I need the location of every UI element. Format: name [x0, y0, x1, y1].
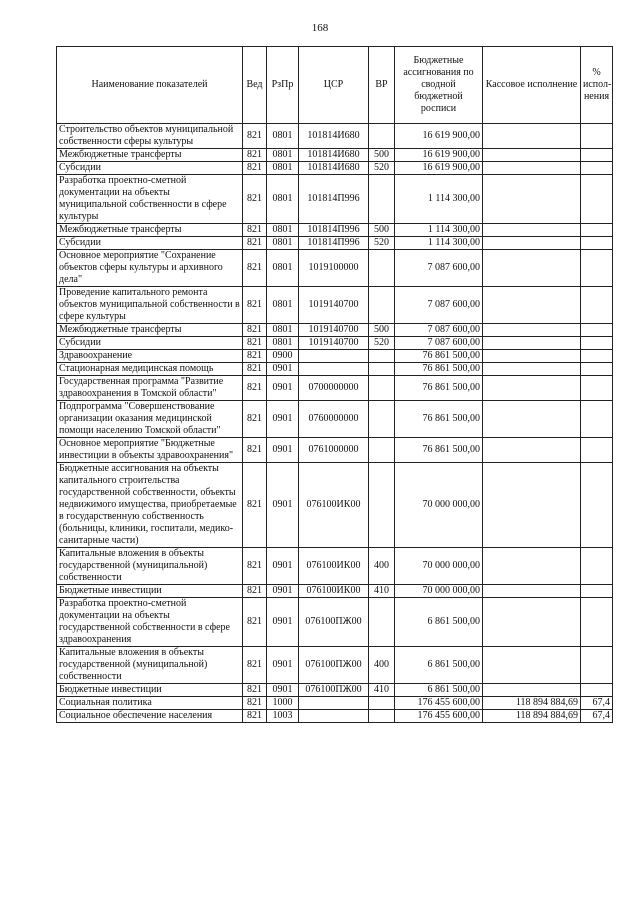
cell-cash: [483, 287, 581, 324]
cell-cash: [483, 463, 581, 548]
table-row: [57, 697, 613, 710]
cell-name: Межбюджетные трансферты: [57, 224, 243, 237]
table-row: [57, 585, 613, 598]
cell-name: Бюджетные ассигнования на объекты капитального строительства государственной собственности, объекты недвижимого имущества, приобретаемые в государственную собственность (больницы, клиники, госпитали, медико-санитарные части): [57, 463, 243, 548]
cell-name: Субсидии: [57, 337, 243, 350]
cell-ved: 821: [243, 647, 267, 684]
header-rzpr: РзПр: [267, 47, 299, 124]
cell-vr: 400: [369, 548, 395, 585]
table-row: [57, 363, 613, 376]
cell-ved: 821: [243, 598, 267, 647]
cell-csr: 1019100000: [299, 250, 369, 287]
cell-ved: 821: [243, 548, 267, 585]
cell-name: Подпрограмма "Совершенствование организации оказания медицинской помощи населению Томской области": [57, 401, 243, 438]
cell-rzpr: 0901: [267, 647, 299, 684]
table-row: [57, 149, 613, 162]
table-row: [57, 684, 613, 697]
cell-cash: [483, 376, 581, 401]
header-budget: Бюджетные ассигнования по сводной бюджетной росписи: [395, 47, 483, 124]
cell-vr: 520: [369, 162, 395, 175]
cell-ved: 821: [243, 287, 267, 324]
page-number: 168: [311, 22, 329, 34]
cell-vr: [369, 287, 395, 324]
cell-rzpr: 0901: [267, 598, 299, 647]
cell-ved: 821: [243, 438, 267, 463]
cell-name: Строительство объектов муниципальной собственности сферы культуры: [57, 124, 243, 149]
cell-budget: 7 087 600,00: [395, 250, 483, 287]
table-row: [57, 162, 613, 175]
cell-ved: 821: [243, 363, 267, 376]
cell-rzpr: 0801: [267, 175, 299, 224]
cell-rzpr: 0801: [267, 250, 299, 287]
cell-cash: [483, 237, 581, 250]
cell-percent: [581, 162, 613, 175]
cell-csr: 101814И680: [299, 162, 369, 175]
cell-percent: [581, 324, 613, 337]
cell-ved: 821: [243, 710, 267, 723]
cell-vr: [369, 175, 395, 224]
cell-percent: 67,4: [581, 697, 613, 710]
cell-cash: [483, 224, 581, 237]
cell-vr: [369, 463, 395, 548]
cell-ved: 821: [243, 149, 267, 162]
header-name: Наименование показателей: [57, 47, 243, 124]
cell-rzpr: 0901: [267, 438, 299, 463]
table-row: [57, 350, 613, 363]
cell-ved: 821: [243, 684, 267, 697]
cell-rzpr: 0801: [267, 287, 299, 324]
table-row: [57, 438, 613, 463]
cell-name: Социальное обеспечение населения: [57, 710, 243, 723]
cell-budget: 6 861 500,00: [395, 684, 483, 697]
cell-budget: 76 861 500,00: [395, 350, 483, 363]
cell-vr: 400: [369, 647, 395, 684]
cell-rzpr: 0901: [267, 684, 299, 697]
cell-ved: 821: [243, 237, 267, 250]
header-cash: Кассовое исполнение: [483, 47, 581, 124]
cell-cash: [483, 124, 581, 149]
cell-percent: [581, 350, 613, 363]
cell-name: Капитальные вложения в объекты государственной (муниципальной) собственности: [57, 548, 243, 585]
cell-cash: [483, 401, 581, 438]
table-row: [57, 548, 613, 585]
cell-csr: 101814П996: [299, 175, 369, 224]
cell-ved: 821: [243, 401, 267, 438]
table-row: [57, 463, 613, 548]
cell-ved: 821: [243, 697, 267, 710]
table-row: [57, 710, 613, 723]
cell-budget: 76 861 500,00: [395, 438, 483, 463]
cell-vr: [369, 376, 395, 401]
cell-cash: 118 894 884,69: [483, 710, 581, 723]
cell-cash: 118 894 884,69: [483, 697, 581, 710]
table-row: [57, 287, 613, 324]
cell-ved: 821: [243, 162, 267, 175]
cell-budget: 70 000 000,00: [395, 585, 483, 598]
cell-name: Здравоохранение: [57, 350, 243, 363]
cell-name: Основное мероприятие "Сохранение объектов сферы культуры и архивного дела": [57, 250, 243, 287]
cell-percent: [581, 124, 613, 149]
cell-vr: 410: [369, 684, 395, 697]
cell-rzpr: 0901: [267, 548, 299, 585]
cell-name: Капитальные вложения в объекты государственной (муниципальной) собственности: [57, 647, 243, 684]
cell-csr: 1019140700: [299, 287, 369, 324]
cell-budget: 176 455 600,00: [395, 697, 483, 710]
cell-budget: 7 087 600,00: [395, 324, 483, 337]
cell-name: Бюджетные инвестиции: [57, 585, 243, 598]
cell-vr: [369, 350, 395, 363]
table-header-row: [57, 47, 613, 124]
budget-table: [56, 46, 613, 723]
cell-ved: 821: [243, 585, 267, 598]
cell-csr: 1019140700: [299, 337, 369, 350]
cell-ved: 821: [243, 124, 267, 149]
cell-rzpr: 0801: [267, 162, 299, 175]
table-row: [57, 324, 613, 337]
cell-budget: 76 861 500,00: [395, 401, 483, 438]
header-vr: ВР: [369, 47, 395, 124]
cell-vr: [369, 363, 395, 376]
cell-cash: [483, 438, 581, 463]
cell-name: Проведение капитального ремонта объектов муниципальной собственности в сфере культуры: [57, 287, 243, 324]
cell-name: Бюджетные инвестиции: [57, 684, 243, 697]
cell-budget: 1 114 300,00: [395, 224, 483, 237]
cell-vr: 520: [369, 337, 395, 350]
cell-vr: [369, 710, 395, 723]
cell-name: Социальная политика: [57, 697, 243, 710]
cell-percent: [581, 337, 613, 350]
cell-ved: 821: [243, 376, 267, 401]
header-csr: ЦСР: [299, 47, 369, 124]
cell-cash: [483, 598, 581, 647]
cell-ved: 821: [243, 463, 267, 548]
cell-name: Стационарная медицинская помощь: [57, 363, 243, 376]
cell-percent: [581, 585, 613, 598]
cell-name: Государственная программа "Развитие здравоохранения в Томской области": [57, 376, 243, 401]
cell-percent: [581, 224, 613, 237]
cell-name: Разработка проектно-сметной документации на объекты муниципальной собственности в сфере культуры: [57, 175, 243, 224]
cell-csr: [299, 710, 369, 723]
cell-budget: 176 455 600,00: [395, 710, 483, 723]
cell-csr: 0700000000: [299, 376, 369, 401]
cell-vr: [369, 401, 395, 438]
table-row: [57, 401, 613, 438]
cell-budget: 16 619 900,00: [395, 149, 483, 162]
cell-budget: 76 861 500,00: [395, 376, 483, 401]
cell-percent: [581, 237, 613, 250]
cell-percent: [581, 647, 613, 684]
cell-cash: [483, 647, 581, 684]
table-row: [57, 237, 613, 250]
cell-vr: [369, 697, 395, 710]
cell-ved: 821: [243, 224, 267, 237]
cell-csr: 0761000000: [299, 438, 369, 463]
cell-percent: 67,4: [581, 710, 613, 723]
cell-budget: 70 000 000,00: [395, 463, 483, 548]
header-ved: Вед: [243, 47, 267, 124]
cell-csr: 101814П996: [299, 237, 369, 250]
cell-vr: 520: [369, 237, 395, 250]
table-row: [57, 376, 613, 401]
cell-percent: [581, 287, 613, 324]
cell-vr: [369, 124, 395, 149]
cell-budget: 76 861 500,00: [395, 363, 483, 376]
cell-cash: [483, 548, 581, 585]
cell-csr: [299, 697, 369, 710]
cell-rzpr: 0801: [267, 337, 299, 350]
cell-budget: 7 087 600,00: [395, 337, 483, 350]
cell-percent: [581, 175, 613, 224]
cell-csr: [299, 350, 369, 363]
cell-ved: 821: [243, 337, 267, 350]
cell-cash: [483, 175, 581, 224]
cell-csr: 076100ИК00: [299, 585, 369, 598]
cell-rzpr: 0801: [267, 224, 299, 237]
cell-budget: 7 087 600,00: [395, 287, 483, 324]
cell-budget: 16 619 900,00: [395, 124, 483, 149]
table-row: [57, 647, 613, 684]
cell-name: Межбюджетные трансферты: [57, 149, 243, 162]
cell-rzpr: 0900: [267, 350, 299, 363]
cell-vr: [369, 250, 395, 287]
cell-percent: [581, 363, 613, 376]
cell-percent: [581, 149, 613, 162]
table-row: [57, 175, 613, 224]
cell-vr: 500: [369, 324, 395, 337]
cell-budget: 16 619 900,00: [395, 162, 483, 175]
cell-name: Субсидии: [57, 162, 243, 175]
cell-cash: [483, 162, 581, 175]
table-row: [57, 250, 613, 287]
cell-percent: [581, 438, 613, 463]
cell-ved: 821: [243, 250, 267, 287]
cell-csr: 076100ПЖ00: [299, 598, 369, 647]
cell-ved: 821: [243, 175, 267, 224]
cell-rzpr: 0801: [267, 149, 299, 162]
table-row: [57, 124, 613, 149]
table-row: [57, 224, 613, 237]
cell-cash: [483, 149, 581, 162]
cell-name: Разработка проектно-сметной документации на объекты государственной собственности в сфере здравоохранения: [57, 598, 243, 647]
cell-ved: 821: [243, 324, 267, 337]
header-percent: % испол-нения: [581, 47, 613, 124]
cell-csr: 1019140700: [299, 324, 369, 337]
cell-csr: [299, 363, 369, 376]
cell-rzpr: 0901: [267, 363, 299, 376]
cell-percent: [581, 598, 613, 647]
cell-csr: 101814И680: [299, 149, 369, 162]
cell-rzpr: 0901: [267, 463, 299, 548]
cell-vr: [369, 598, 395, 647]
cell-vr: 500: [369, 224, 395, 237]
cell-percent: [581, 684, 613, 697]
cell-budget: 6 861 500,00: [395, 598, 483, 647]
cell-percent: [581, 250, 613, 287]
cell-budget: 1 114 300,00: [395, 237, 483, 250]
cell-rzpr: 1003: [267, 710, 299, 723]
cell-percent: [581, 463, 613, 548]
cell-cash: [483, 585, 581, 598]
cell-cash: [483, 684, 581, 697]
cell-rzpr: 0901: [267, 585, 299, 598]
cell-csr: 101814П996: [299, 224, 369, 237]
cell-rzpr: 0801: [267, 324, 299, 337]
cell-cash: [483, 350, 581, 363]
cell-cash: [483, 337, 581, 350]
cell-vr: 410: [369, 585, 395, 598]
cell-percent: [581, 548, 613, 585]
cell-vr: [369, 438, 395, 463]
cell-csr: 076100ИК00: [299, 463, 369, 548]
cell-rzpr: 0901: [267, 376, 299, 401]
cell-vr: 500: [369, 149, 395, 162]
cell-csr: 0760000000: [299, 401, 369, 438]
cell-csr: 101814И680: [299, 124, 369, 149]
cell-name: Субсидии: [57, 237, 243, 250]
cell-cash: [483, 363, 581, 376]
cell-ved: 821: [243, 350, 267, 363]
cell-rzpr: 1000: [267, 697, 299, 710]
cell-budget: 1 114 300,00: [395, 175, 483, 224]
cell-csr: 076100ПЖ00: [299, 684, 369, 697]
table-row: [57, 337, 613, 350]
cell-cash: [483, 250, 581, 287]
cell-percent: [581, 401, 613, 438]
cell-name: Межбюджетные трансферты: [57, 324, 243, 337]
cell-rzpr: 0901: [267, 401, 299, 438]
cell-cash: [483, 324, 581, 337]
cell-csr: 076100ПЖ00: [299, 647, 369, 684]
cell-name: Основное мероприятие "Бюджетные инвестиции в объекты здравоохранения": [57, 438, 243, 463]
cell-budget: 70 000 000,00: [395, 548, 483, 585]
cell-budget: 6 861 500,00: [395, 647, 483, 684]
cell-percent: [581, 376, 613, 401]
cell-rzpr: 0801: [267, 237, 299, 250]
cell-rzpr: 0801: [267, 124, 299, 149]
table-row: [57, 598, 613, 647]
cell-csr: 076100ИК00: [299, 548, 369, 585]
